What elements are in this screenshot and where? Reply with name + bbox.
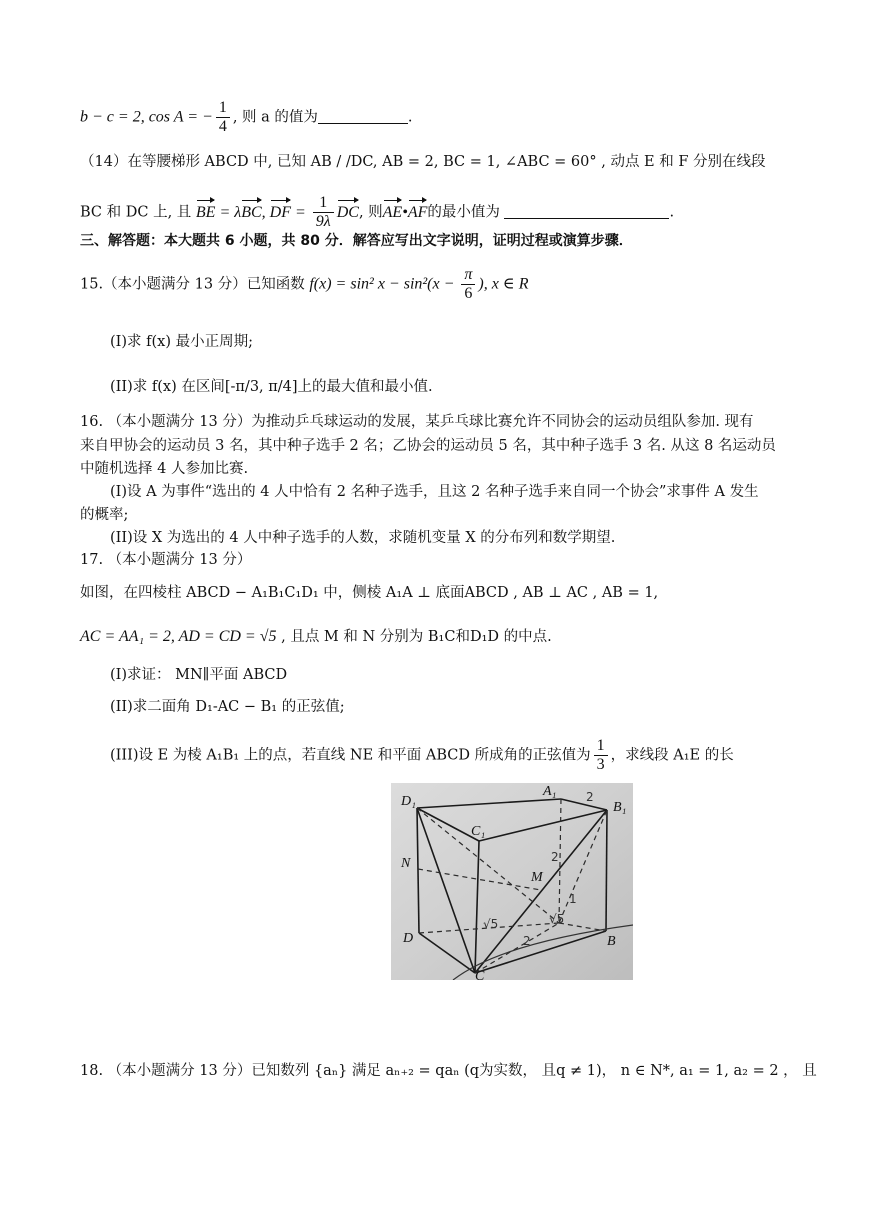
annot-2-mid: 2 xyxy=(551,850,559,864)
q16-line3: 中随机选择 4 人参加比赛. xyxy=(80,461,249,477)
q14-answer-blank xyxy=(504,218,669,219)
q13-answer-blank xyxy=(318,123,408,124)
q15-function: f(x) = sin² x − sin²(x − xyxy=(309,275,459,293)
label-b1: B₁ xyxy=(613,800,627,815)
edge-b1-b xyxy=(606,810,607,931)
prism-figure xyxy=(391,783,633,980)
q17-heading: 17. （本小题满分 13 分） xyxy=(80,552,252,568)
label-m: M xyxy=(531,870,543,885)
q13-tail: , 则 a 的值为 xyxy=(232,109,318,126)
annot-sqrt5-b: √5 xyxy=(549,912,565,926)
label-b: B xyxy=(607,934,616,949)
q14-fraction: $\frac{1}{9\lambda}$ xyxy=(313,194,334,231)
q17-part-iii: (III)设 E 为棱 A₁B₁ 上的点，若直线 NE 和平面 ABCD 所成角的正弦值为 $\frac{1}{3}$ ，求线段 A₁E 的长 xyxy=(110,737,734,773)
q15-pi-fraction: $\frac{\pi}{6}$ xyxy=(461,266,475,303)
annot-2-bottom: 2 xyxy=(523,934,531,948)
q14-line1: （14）在等腰梯形 ABCD 中, 已知 AB / /DC, AB = 2, BC = 1, ∠ABC = 60° , 动点 E 和 F 分别在线段 xyxy=(80,154,766,170)
q15-part-i: (I)求 f(x) 最小正周期; xyxy=(110,334,254,350)
label-a1: A₁ xyxy=(543,784,557,799)
vector-be: BE xyxy=(195,203,216,221)
q16-line2: 来自甲协会的运动员 3 名，其中种子选手 2 名；乙协会的运动员 5 名，其中种子选手 3 名. 从这 8 名运动员 xyxy=(80,438,776,454)
label-c1: C₁ xyxy=(471,824,486,839)
label-d1: D₁ xyxy=(401,794,416,809)
q13-line: b − c = 2, cos A = − $\frac{1}{4}$ , 则 a 的值为 . xyxy=(80,99,413,135)
q15-line: 15.（本小题满分 13 分）已知函数 f(x) = sin² x − sin²(x − $\frac{\pi}{6}$ ), x ∈ R xyxy=(80,266,529,302)
q17-line1: 如图，在四棱柱 ABCD − A₁B₁C₁D₁ 中，侧棱 A₁A ⊥ 底面ABCD , AB ⊥ AC , AB = 1, xyxy=(80,585,659,601)
label-n: N xyxy=(401,856,411,871)
annot-sqrt5-a: √5 xyxy=(483,917,499,931)
q16-line4: (I)设 A 为事件“选出的 4 人中恰有 2 名种子选手，且这 2 名种子选手来自同一个协会”求事件 A 发生 xyxy=(110,484,759,500)
q16-line1: 16. （本小题满分 13 分）为推动乒乓球运动的发展，某乒乓球比赛允许不同协会的运动员组队参加. 现有 xyxy=(80,414,754,430)
q16-line5: 的概率; xyxy=(80,507,129,523)
vector-bc: BC xyxy=(241,203,262,221)
q14-line2: BC 和 DC 上, 且 BE = λBC, DF = $\frac{1}{9\lambda}$ DC, 则AE•AF的最小值为 . xyxy=(80,194,675,230)
q15-part-ii: (II)求 f(x) 在区间[-π/3, π/4]上的最大值和最小值. xyxy=(110,379,433,395)
q16-line6: (II)设 X 为选出的 4 人中种子选手的人数，求随机变量 X 的分布列和数学期望. xyxy=(110,530,616,546)
q17-part-ii: (II)求二面角 D₁-AC − B₁ 的正弦值; xyxy=(110,699,345,715)
q13-condition: b − c = 2, cos A = − xyxy=(80,108,213,126)
label-d: D xyxy=(403,931,414,946)
vector-ae: AE xyxy=(382,203,403,221)
q18-line: 18. （本小题满分 13 分）已知数列 {aₙ} 满足 aₙ₊₂ = qaₙ (q为实数， 且q ≠ 1)， n ∈ N*, a₁ = 1, a₂ = 2 ， 且 xyxy=(80,1063,817,1079)
q17-line2: AC = AA₁ = 2, AD = CD = √5 , 且点 M 和 N 分别为 B₁C和D₁D 的中点. xyxy=(80,628,552,645)
annot-2-top: 2 xyxy=(586,790,594,804)
label-c: C xyxy=(475,969,485,980)
annot-1: 1 xyxy=(569,892,577,906)
vector-df: DF xyxy=(269,203,291,221)
section-heading: 三、解答题：本大题共 6 小题，共 80 分．解答应写出文字说明，证明过程或演算步骤． xyxy=(80,233,633,249)
q17-part-i: (I)求证： MN∥平面 ABCD xyxy=(110,667,288,683)
vector-dc: DC xyxy=(336,203,359,221)
q13-fraction: $\frac{1}{4}$ xyxy=(216,99,230,136)
vector-af: AF xyxy=(407,203,428,221)
